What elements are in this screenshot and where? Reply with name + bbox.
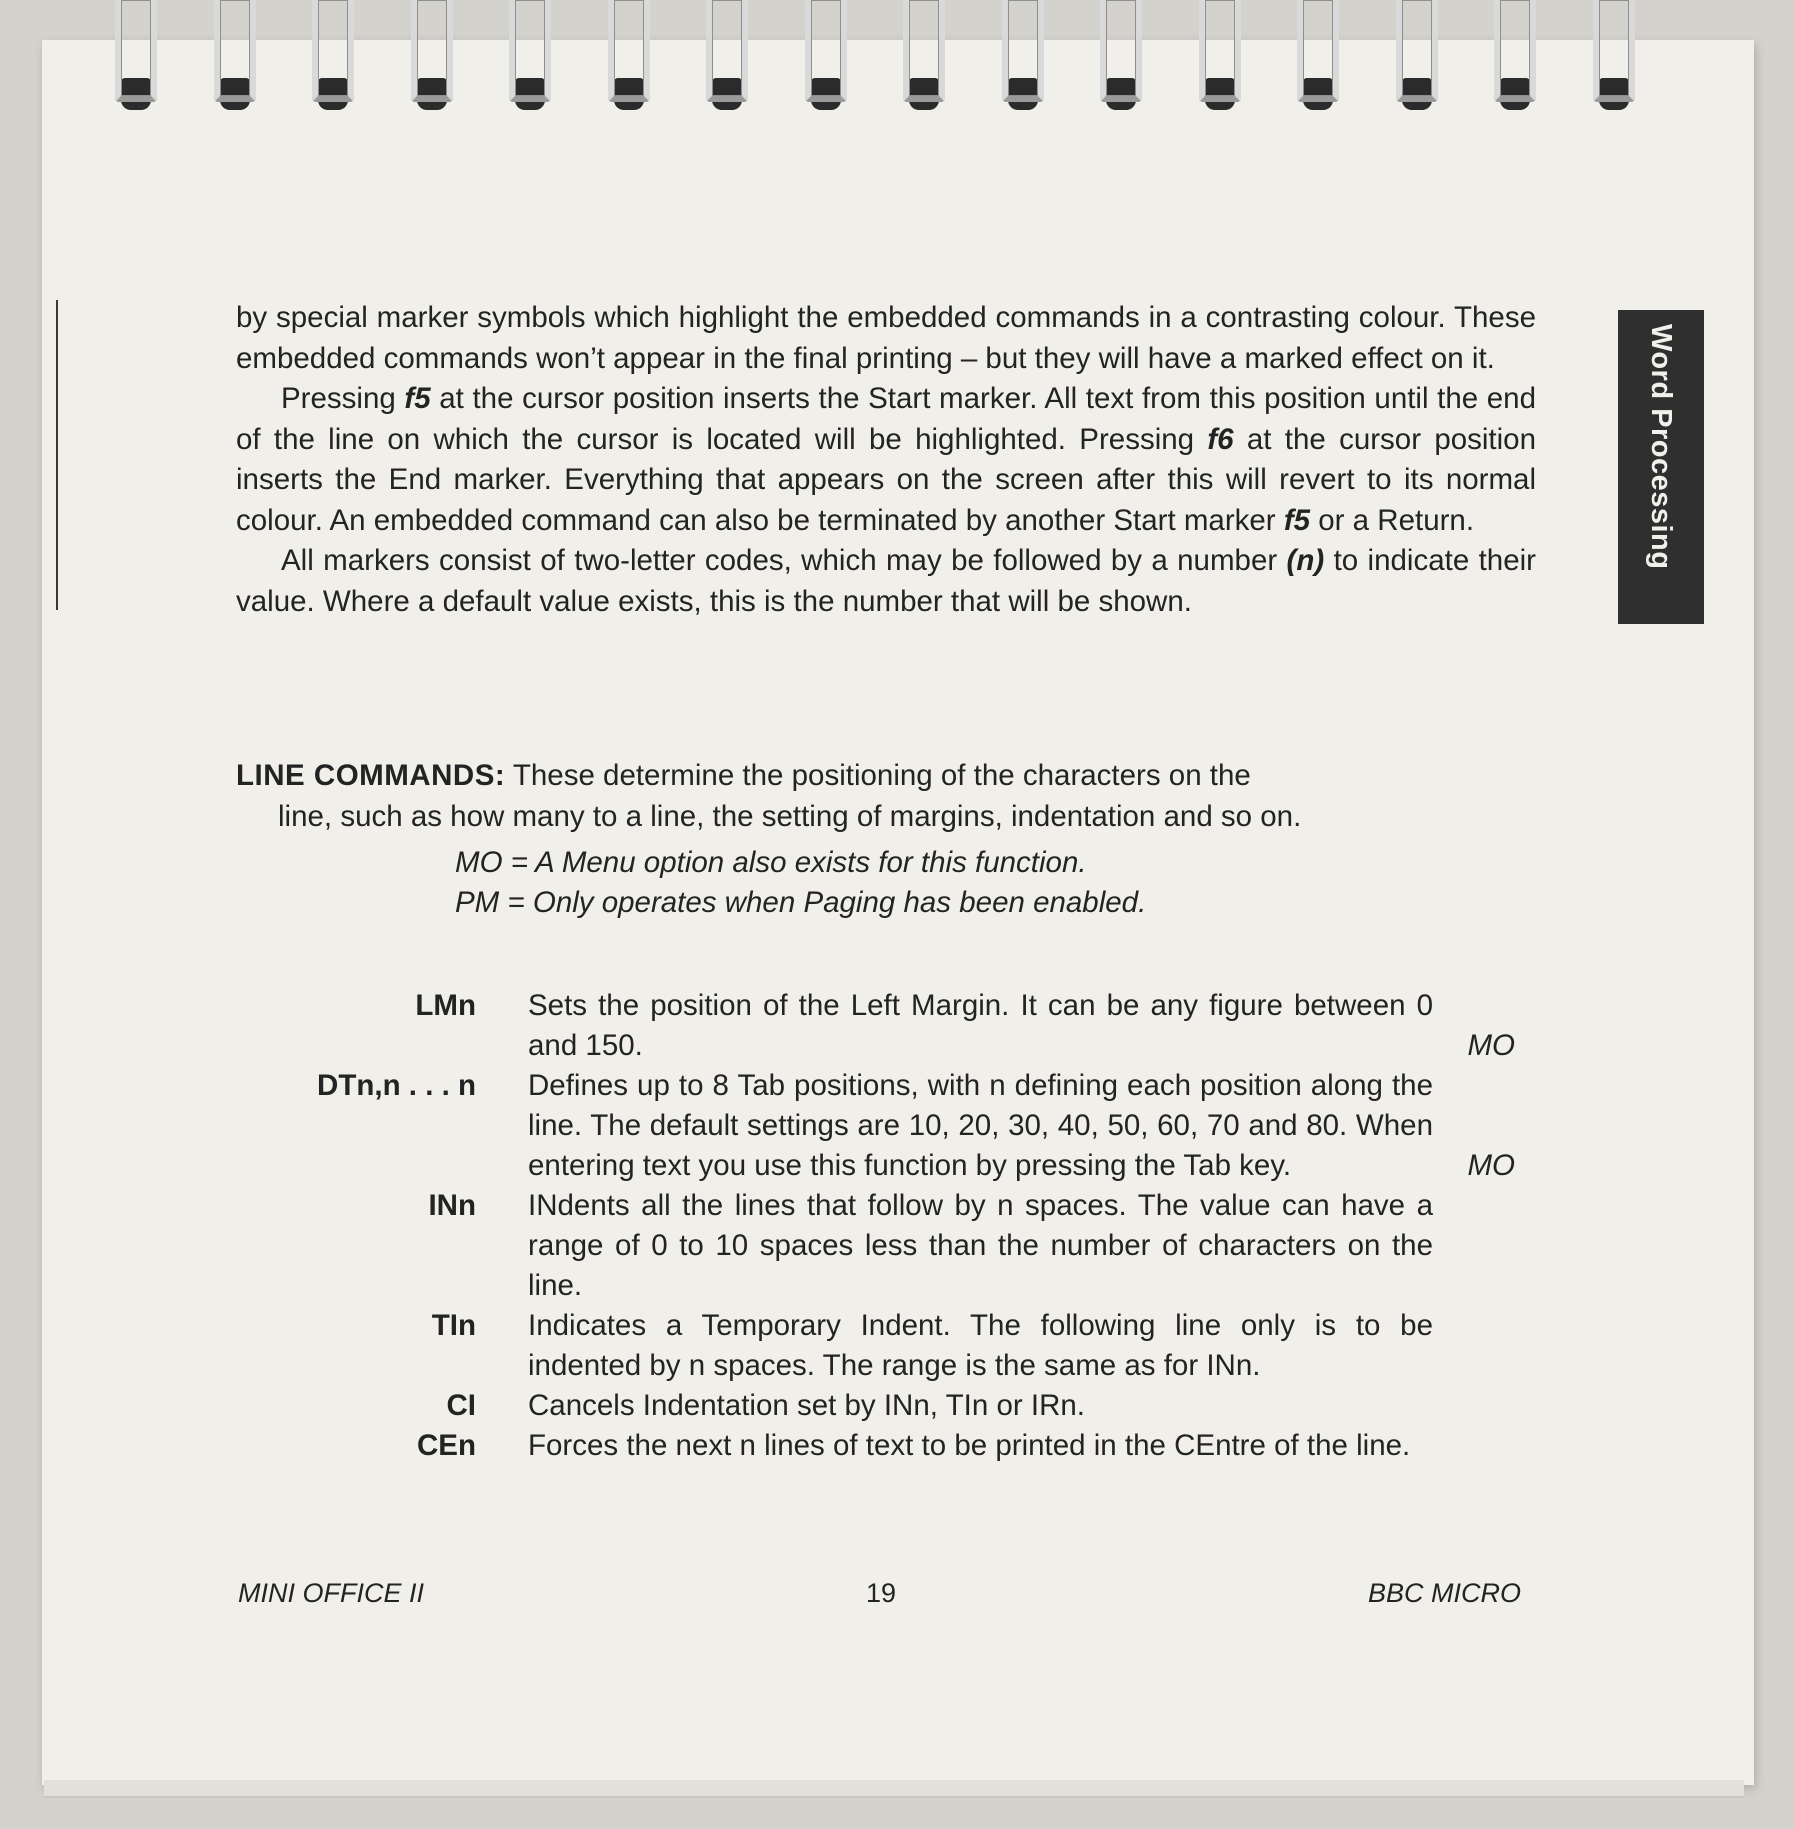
wire-loop (1593, 0, 1635, 102)
footer-right: BBC MICRO (1368, 1578, 1522, 1608)
key-f6: f6 (1207, 422, 1234, 456)
paragraph-1: by special marker symbols which highlight the embedded commands in a contrasting colour. These embedded commands won’t appear in the final printing – but they will have a marked effect on it. (236, 301, 1536, 375)
wire-loop (1002, 0, 1044, 102)
section-tab-label: Word Processing (1645, 324, 1677, 570)
command-table (240, 986, 1515, 1466)
binding-ring (706, 0, 748, 120)
text-run: at the cursor position inserts the Start marker. All text from this position until the end of the line on which the cursor is located will be highlighted. Pressing (236, 382, 1536, 456)
command-flag (1433, 1386, 1515, 1426)
binding-ring (411, 0, 453, 120)
command-code: TIn (431, 1309, 476, 1342)
command-code: DTn,n . . . n (317, 1069, 476, 1102)
binding-ring (805, 0, 847, 120)
page-stack-edge (44, 1780, 1744, 1798)
footer-left: MINI OFFICE II (238, 1578, 424, 1608)
wire-loop (509, 0, 551, 102)
command-description: Sets the position of the Left Margin. It can be any figure between 0 and 150. (528, 989, 1433, 1062)
command-flag (1433, 1186, 1515, 1306)
wire-loop (312, 0, 354, 102)
text-run: Pressing (281, 382, 405, 415)
binding-ring (1199, 0, 1241, 120)
wire-loop (805, 0, 847, 102)
command-flag (1433, 1306, 1515, 1386)
command-row (240, 1306, 1515, 1386)
section-intro-continued: line, such as how many to a line, the setting of margins, indentation and so on. (278, 799, 1302, 833)
key-f5: f5 (1283, 503, 1311, 537)
section-intro: These determine the positioning of the characters on the (505, 759, 1251, 792)
wire-loop (1494, 0, 1536, 102)
note-mo: MO = A Menu option also exists for this function. (455, 846, 1087, 879)
binding-ring (312, 0, 354, 120)
wire-loop (608, 0, 650, 102)
wire-loop (411, 0, 453, 102)
binding-ring (214, 0, 256, 120)
wire-loop (1396, 0, 1438, 102)
margin-rule (56, 300, 58, 610)
line-commands-section (236, 756, 1536, 837)
command-code: LMn (415, 989, 476, 1022)
command-description: Defines up to 8 Tab positions, with n defining each position along the line. The default settings are 10, 20, 30, 40, 50, 60, 70 and 80. When entering text you use this function by pressing the Tab key. (528, 1069, 1433, 1182)
wire-loop (1199, 0, 1241, 102)
binding-ring (1494, 0, 1536, 120)
section-heading: LINE COMMANDS: (236, 759, 506, 792)
text-run: to indicate their value. Where a default value exists, this is the number that will be shown. (236, 544, 1536, 618)
text-run: All markers consist of two-letter codes, which may be followed by a number (281, 544, 1287, 577)
binding-ring (1100, 0, 1142, 120)
binding-ring (1396, 0, 1438, 120)
wire-loop (214, 0, 256, 102)
value-n: (n) (1286, 544, 1325, 577)
command-code: INn (428, 1189, 476, 1222)
paragraph-2 (236, 379, 1536, 541)
binding-ring (1297, 0, 1339, 120)
wire-loop (115, 0, 157, 102)
wire-loop (903, 0, 945, 102)
command-row (240, 1386, 1515, 1426)
command-description: Cancels Indentation set by INn, TIn or IRn. (528, 1389, 1085, 1422)
command-row (240, 1066, 1515, 1186)
binding-ring (903, 0, 945, 120)
page-number: 19 (866, 1578, 897, 1608)
paragraph-3 (236, 541, 1536, 622)
binding-ring (115, 0, 157, 120)
section-tab (1618, 310, 1704, 624)
binding-ring (608, 0, 650, 120)
command-flag (1433, 1426, 1515, 1466)
key-f5: f5 (404, 382, 431, 415)
command-description: Forces the next n lines of text to be printed in the CEntre of the line. (528, 1429, 1411, 1462)
wire-loop (1100, 0, 1142, 102)
text-run: or a Return. (1310, 503, 1475, 537)
binding-ring (1002, 0, 1044, 120)
spiral-binding (0, 0, 1794, 140)
text-run: at the cursor position inserts the End marker. Everything that appears on the screen after this will revert to its normal colour. An embedded command can also be terminated by another Start marker (236, 422, 1536, 537)
binding-ring (1593, 0, 1635, 120)
command-code: CI (446, 1389, 476, 1422)
command-flag: MO (1467, 1149, 1515, 1182)
binding-ring (509, 0, 551, 120)
command-description: INdents all the lines that follow by n spaces. The value can have a range of 0 to 10 spaces less than the number of characters on the line. (528, 1189, 1433, 1302)
note-pm: PM = Only operates when Paging has been enabled. (455, 886, 1147, 919)
command-flag: MO (1467, 1029, 1515, 1062)
wire-loop (1297, 0, 1339, 102)
command-description: Indicates a Temporary Indent. The following line only is to be indented by n spaces. The range is the same as for INn. (528, 1309, 1433, 1382)
body-text (236, 298, 1536, 622)
command-code: CEn (417, 1429, 476, 1462)
command-row (240, 1186, 1515, 1306)
command-row (240, 1426, 1515, 1466)
command-row (240, 986, 1515, 1066)
wire-loop (706, 0, 748, 102)
